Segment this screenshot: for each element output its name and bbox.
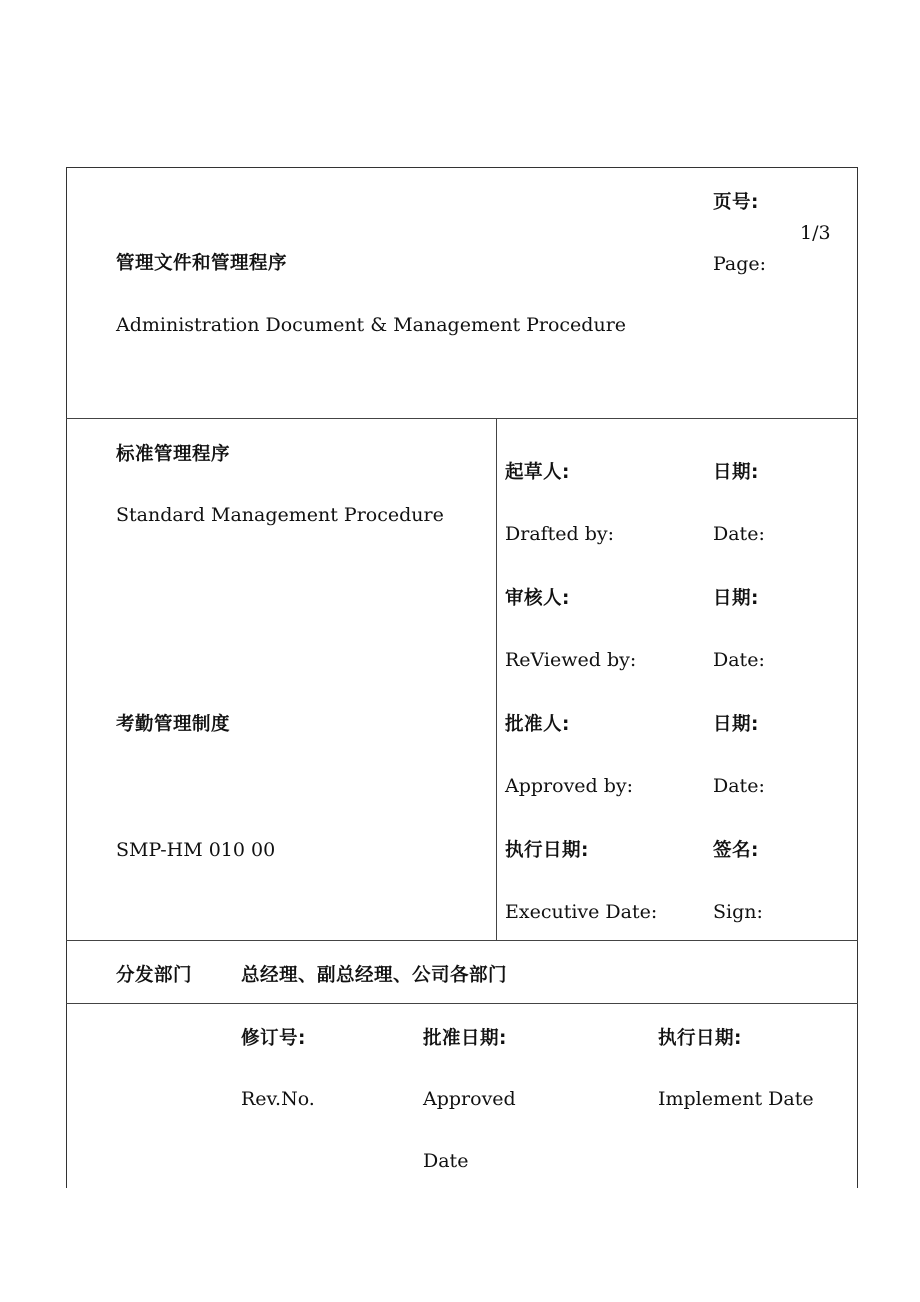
- approved-date-label-cn: 日期:: [713, 714, 759, 735]
- page-number: 1/3: [800, 222, 831, 244]
- reviewed-date-label-cn: 日期:: [713, 588, 759, 609]
- approval-date-label-cn: 批准日期:: [423, 1028, 507, 1049]
- page-label-cn: 页号:: [713, 192, 759, 213]
- executive-date-label-cn: 执行日期:: [505, 840, 589, 861]
- drafted-date-label-en: Date:: [713, 523, 765, 545]
- approved-date-label-en: Date:: [713, 775, 765, 797]
- drafted-date-label-cn: 日期:: [713, 462, 759, 483]
- document-title-en: Administration Document & Management Procedure: [116, 314, 627, 336]
- procedure-name-cn: 考勤管理制度: [116, 714, 231, 735]
- distribution-departments: 总经理、副总经理、公司各部门: [241, 965, 508, 986]
- reviewed-by-label-cn: 审核人:: [505, 588, 570, 609]
- reviewed-by-label-en: ReViewed by:: [505, 649, 637, 671]
- approved-by-label-en: Approved by:: [505, 775, 634, 797]
- reviewed-date-label-en: Date:: [713, 649, 765, 671]
- approved-by-label-cn: 批准人:: [505, 714, 570, 735]
- executive-date-label-en: Executive Date:: [505, 901, 658, 923]
- row-divider-signoff: [66, 940, 858, 941]
- drafted-by-label-en: Drafted by:: [505, 523, 615, 545]
- approval-date-label-en: Approved: [423, 1088, 516, 1110]
- distribution-label: 分发部门: [116, 965, 193, 986]
- procedure-code: SMP-HM 010 00: [116, 839, 276, 861]
- revision-number-label-en: Rev.No.: [241, 1088, 315, 1110]
- procedure-type-cn: 标准管理程序: [116, 444, 231, 465]
- approval-date-label-en-line2: Date: [423, 1150, 469, 1172]
- drafted-by-label-cn: 起草人:: [505, 462, 570, 483]
- procedure-type-en: Standard Management Procedure: [116, 504, 444, 526]
- document-title-cn: 管理文件和管理程序: [116, 253, 288, 274]
- row-divider-distribution: [66, 1003, 858, 1004]
- revision-number-label-cn: 修订号:: [241, 1028, 306, 1049]
- row-divider-header: [66, 418, 858, 419]
- implement-date-label-cn: 执行日期:: [658, 1028, 742, 1049]
- implement-date-label-en: Implement Date: [658, 1088, 814, 1110]
- page-label-en: Page:: [713, 253, 767, 275]
- sign-label-en: Sign:: [713, 901, 763, 923]
- sign-label-cn: 签名:: [713, 840, 759, 861]
- column-divider-signoff: [496, 418, 497, 940]
